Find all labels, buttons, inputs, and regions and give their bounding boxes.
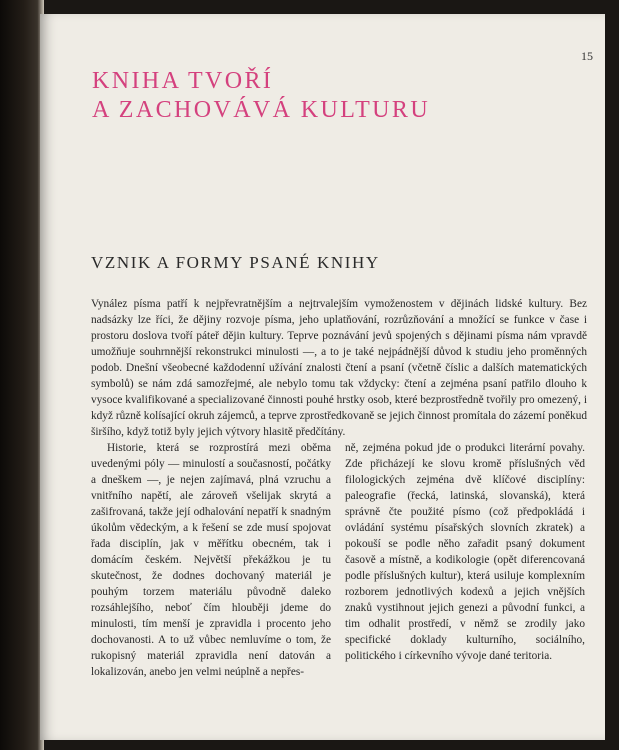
chapter-title: [92, 67, 430, 125]
book-spine: [0, 0, 44, 750]
page-number: 15: [581, 49, 593, 63]
book-page: [40, 14, 605, 740]
chapter-title-line-2: A ZACHOVÁVÁ KULTURU: [92, 97, 431, 123]
section-title: VZNIK A FORMY PSANÉ KNIHY: [91, 253, 380, 272]
chapter-title-line-1: KNIHA TVOŘÍ: [92, 68, 274, 94]
intro-paragraph: Vynález písma patří k nejpřevratnějším a nejtrvalejším vymoženostem v dějinách lidské kultury. Bez nadsázky lze říci, že dějiny rozvoje písma, jeho uplatňování, rozrůzňování a množící se funkce v čase i prostoru doslova tvoří páteř dějin kultury. Teprve poznávání jevů spojených s dějinami písma nám vpravdě umožňuje souhrnnější rekonstrukci minulosti —, a to je také nejpádnější důvod k studiu jeho proměnných podob. Dnešní všeobecné každodenní užívání znalosti čtení a psaní (včetně číslic a dalších matematických symbolů) se nám zdá samozřejmé, ale nebylo tomu tak vždycky: čtení a zejména psaní patřilo dlouho k vysoce kvalifikované a specializované činnosti pouhé hrstky osob, které bezprostředně tvořily pro omezený, i když různě kolísající okruh zájemců, a teprve zprostředkovaně se jejich činnost promítala do zázemí poněkud širšího, když totiž byly jejich výtvory hlasitě předčítány.: [91, 298, 587, 438]
body-column-left: Historie, která se rozprostírá mezi oběma uvedenými póly — minulostí a současností, počátky a dneškem —, je nejen zajímavá, plná vzruchu a vnitřního napětí, ale zároveň všelijak skrytá a zašifrovaná, takže její odhalování nepatří k snadným úkolům vědeckým, a k řešení se zde musí spojovat řada disciplín, jak v měřítku obecném, tak i domácím českém. Největší překážkou je tu skutečnost, že dodnes dochovaný materiál je pouhým torzem materiálu původně daleko rozsáhlejšího, neboť čím hlouběji jdeme do minulosti, tím menší je zpravidla i procento jeho dochovanosti. A to už vůbec nemluvíme o tom, že rukopisný materiál zpravidla není datován a lokalizován, anebo jen velmi neúplně a nepřes-: [91, 442, 331, 678]
body-column-right: ně, zejména pokud jde o produkci literární povahy. Zde přicházejí ke slovu kromě příslušných věd filologických zejména dvě klíčové disciplíny: paleografie (řecká, latinská, slovanská), která správně čte použité písmo (což předpokládá i ovládání systému písařských slovních zkratek) a pokouší se podle něho zařadit psaný dokument časově a místně, a kodikologie (opět diferencovaná podle příslušných kultur), která usiluje komplexním rozborem jednotlivých kodexů a jejich vnějších znaků vystihnout jejich genezi a původní funkci, a tim odhalit prostředí, v němž se zrodily jako specifické doklady kulturního, sociálního, politického i církevního vývoje dané teritoria.: [345, 442, 585, 662]
